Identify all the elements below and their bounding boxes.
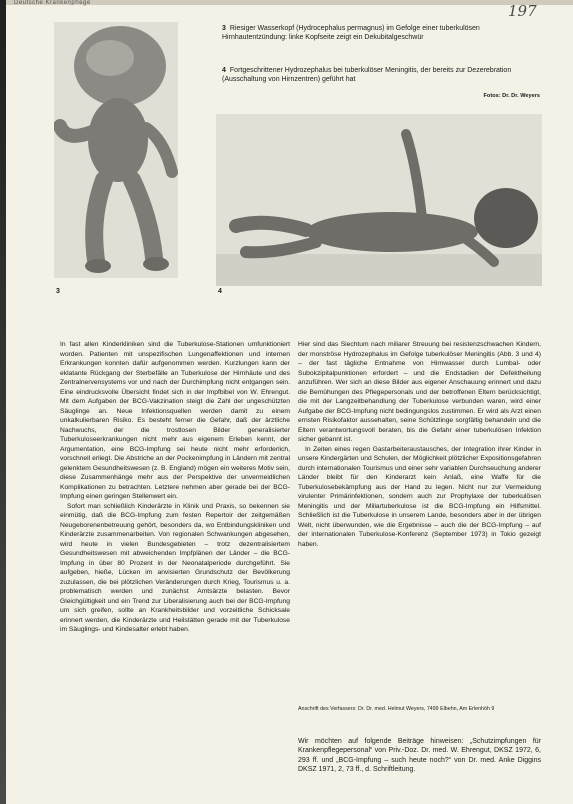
left-paragraph: Sofort man schließlich Kinderärzte in Klinik und Praxis, so bekennen sie einmütig, daß die BCG-Impfung zum festen Repertoir der zeitgemäßen Neugeborenenbetreuung gehört, besonders da, wo Entbindungskliniken und Kinderärzte zusammenarbeiten. Von regionalen Schwankungen abgesehen, wird heute in vielen Bundesgebieten – trotz dezentralisiertem Gesundheitswesen mit abweichenden Impfplänen der Länder – die BCG-Impfung in über 80 Prozent in der Neonatalperiode durchgeführt. Sie aufgeben, hieße, Lücken im anvisierten Grundschutz der Bevölkerung zuzulassen, die bei plötzlichen Veränderungen durch Krieg, Tourismus u. a. problematisch werden und zunächst Amtsärzte belasten. Bevor Gleichgültigkeit und ein Trend zur Liberalisierung auch bei der BCG-Impfung um sich greifen, sollte an Krankheitsbilder und vorzeitliche Schicksale erinnert werden, die Kinderärzte und Heilstätten gerade mit der Tuberkulose im Säuglings- und Kindesalter erlebt haben. (60, 502, 290, 633)
figure-3-caption (222, 24, 540, 42)
handwritten-page-number: 197 (508, 2, 537, 20)
left-paragraph: In fast allen Kinderkliniken sind die Tuberkulose-Stationen umfunktioniert worden. Patienten mit unspezifischen Lungenaffektionen und internen Erkrankungen konnten dafür aufgenommen werden. Kurzlungen kann der eklatante Rückgang der Sterbefälle an Tuberkulose der Hirnhäute und des Zentralnervensystems vor und nach der Durchimpfung nicht entgangen sein. Eine eindrucksvolle Übersicht findet sich in der Impfbibel von W. Ehrengut. Mit dem Aufgaben der BCG-Vakzination steigt die Zahl der ungeschützten Säuglinge an. Neue Infektionsquellen werden damit zu einem unkalkulierbaren Risiko. Es besteht ferner die Gefahr, daß der ärztliche Nachwuchs, der die trostlosen Bilder generalisierter Tuberkuloseerkrankungen nicht mehr aus eigenem Erleben kennt, der Argumentation, eine BCG-Impfung sei heute nicht mehr erforderlich, vorschnell erliegt. Die Abstriche an der Pockenimpfung in Ländern mit zentral gelenktem Gesundheitswesen (z. B. England) mögen ein weiteres Motiv sein, diese Zusammenhänge mehr aus der Perspektive der unvermeidlichen Komplikationen zu betrachten. Letztere nehmen aber gerade bei der BCG-Impfung einen geringen Stellenwert ein. (60, 341, 290, 500)
running-title: Deutsche Krankenpflege (14, 0, 91, 6)
right-text-column (298, 340, 541, 549)
infant-decerebration-photo (216, 114, 542, 286)
caption-3-text: Riesiger Wasserkopf (Hydrocephalus permagnus) im Gefolge einer tuberkulösen Hirnhautentzündung: linke Kopfseite zeigt ein Dekubitalgeschwür (222, 25, 480, 41)
scan-binding-edge (0, 0, 6, 804)
photo-credit: Fotos: Dr. Dr. Weyers (483, 93, 540, 99)
figure-4-number: 4 (218, 288, 222, 295)
caption-3-number: 3 (222, 25, 226, 32)
figure-3-photo (54, 22, 178, 278)
caption-4-number: 4 (222, 67, 226, 74)
left-text-column (60, 340, 290, 635)
infant-hydrocephalus-photo (54, 22, 178, 278)
right-paragraph: Hier sind das Siechtum nach miliarer Streuung bei resistenzschwachen Kindern, der monströse Hydrozephalus im Gefolge tuberkulöser Meningitis (Abb. 3 und 4) – der fast tägliche Entnahme von Hirnwasser durch Lumbal- oder Subokzipitalpunktionen erfordert – und die Endstadien der Defektheilung anzuführen. Wer sich an diese Bilder aus eigener Anschauung erinnert und dazu die Bemühungen des Pflegepersonals und der betroffenen Eltern berücksichtigt, die mit der Langzeitbehandlung der Tuberkulose verbunden waren, wird einer Aufgabe der BCG-Impfung nicht bedingungslos zustimmen. Er wird als Arzt einen ernsten Risikofaktor aussehalten, seine Schützlinge sorgfältig behandeln und die Eltern verantwortungsvoll beraten, bis die Gefahr einer tuberkulösen Infektion sicher gebannt ist. (298, 341, 541, 443)
figure-3-number: 3 (56, 288, 60, 295)
figure-4-photo (216, 114, 542, 286)
author-address: Anschrift des Verfassers: Dr. Dr. med. Helmut Weyers, 7499 Elbehn, Am Erlenhöh 9 (298, 706, 495, 712)
figure-4-caption (222, 66, 540, 84)
editorial-note: Wir möchten auf folgende Beiträge hinweisen: „Schutzimpfungen für Krankenpflegepersonal“ von Priv.-Doz. Dr. med. W. Ehrengut, DKSZ 1972, 6, 293 ff. und „BCG-Impfung – such heute noch?“ von Dr. med. Anke Diggins DKSZ 1971, 2, 73 ff., d. Schriftleitung. (298, 738, 541, 774)
caption-4-text: Fortgeschrittener Hydrozephalus bei tuberkulöser Meningitis, der bereits zur Dezerebration (Ausschaltung von Hirnzentren) geführt hat (222, 67, 512, 83)
right-paragraph: In Zeiten eines regen Gastarbeiteraustausches, der Integration ihrer Kinder in unsere Kindergärten und Schulen, der Möglichkeit plötzlicher Expositionsgefahren durch internationalen Tourismus und einer sehr variablen Durchseuchung anderer Länder bleibt für den Kinderarzt kein Anlaß, eine Waffe für die Tuberkulosebekämpfung aus der Hand zu legen. Nicht nur zur Vermeidung virulenter Primärinfektionen, sondern auch zur Prophylaxe der tuberkulösen Meningitis und der Miliartuberkulose ist die BCG-Impfung ein Hilfsmittel. Schließlich ist die Tuberkulose in unserem Lande, besonders aber in der übrigen Welt, nicht überwunden, wie die Ergebnisse – auch die der BCG-Impfung – auf der internationalen Tuberkulose-Konferenz (September 1973) in Tokio gezeigt haben. (298, 445, 541, 548)
